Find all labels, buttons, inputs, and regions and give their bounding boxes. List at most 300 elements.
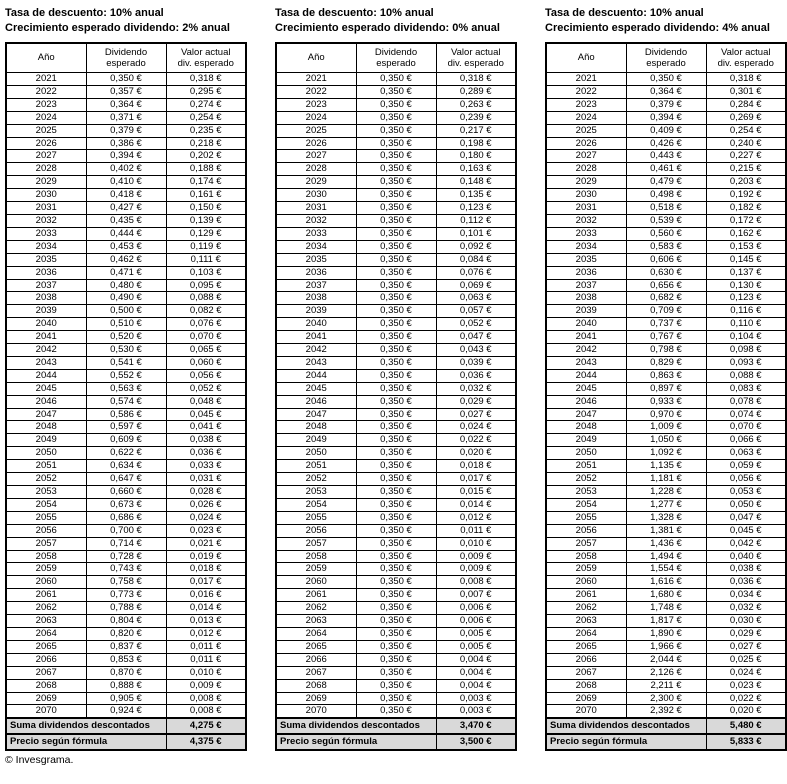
dividend-cell: 0,350 € bbox=[356, 344, 436, 357]
dividend-table bbox=[5, 42, 247, 751]
summary-value: 3,470 € bbox=[436, 718, 516, 734]
present-value-cell: 0,056 € bbox=[166, 369, 246, 382]
table-row bbox=[546, 382, 786, 395]
dividend-cell: 0,350 € bbox=[356, 498, 436, 511]
table-row bbox=[6, 98, 246, 111]
table-row bbox=[6, 563, 246, 576]
present-value-cell: 0,065 € bbox=[166, 344, 246, 357]
table-row bbox=[546, 460, 786, 473]
table-row bbox=[6, 331, 246, 344]
table-row bbox=[546, 356, 786, 369]
dividend-cell: 0,357 € bbox=[86, 85, 166, 98]
present-value-cell: 0,301 € bbox=[706, 85, 786, 98]
year-cell: 2044 bbox=[6, 369, 86, 382]
table-row bbox=[276, 511, 516, 524]
dividend-cell: 0,350 € bbox=[356, 163, 436, 176]
present-value-cell: 0,005 € bbox=[436, 640, 516, 653]
year-cell: 2057 bbox=[546, 537, 626, 550]
table-row bbox=[276, 331, 516, 344]
table-row bbox=[546, 227, 786, 240]
year-cell: 2036 bbox=[6, 266, 86, 279]
dividend-cell: 0,350 € bbox=[356, 240, 436, 253]
table-row bbox=[276, 653, 516, 666]
table-row bbox=[546, 344, 786, 357]
table-title bbox=[275, 6, 517, 36]
year-cell: 2032 bbox=[276, 214, 356, 227]
year-cell: 2054 bbox=[546, 498, 626, 511]
table-row bbox=[276, 615, 516, 628]
present-value-cell: 0,026 € bbox=[166, 498, 246, 511]
year-cell: 2046 bbox=[276, 395, 356, 408]
dividend-cell: 0,798 € bbox=[626, 344, 706, 357]
present-value-cell: 0,013 € bbox=[166, 615, 246, 628]
table-row bbox=[546, 653, 786, 666]
table-row bbox=[546, 202, 786, 215]
present-value-cell: 0,038 € bbox=[706, 563, 786, 576]
dividend-cell: 0,426 € bbox=[626, 137, 706, 150]
table-row bbox=[546, 589, 786, 602]
present-value-cell: 0,019 € bbox=[166, 550, 246, 563]
table-title-line: Crecimiento esperado dividendo: 0% anual bbox=[275, 22, 500, 34]
year-cell: 2068 bbox=[276, 679, 356, 692]
year-cell: 2049 bbox=[6, 434, 86, 447]
summary-value: 4,375 € bbox=[166, 734, 246, 750]
present-value-cell: 0,033 € bbox=[166, 460, 246, 473]
table-row bbox=[6, 421, 246, 434]
present-value-cell: 0,012 € bbox=[436, 511, 516, 524]
present-value-cell: 0,083 € bbox=[706, 382, 786, 395]
table-row bbox=[6, 460, 246, 473]
present-value-cell: 0,188 € bbox=[166, 163, 246, 176]
table-row bbox=[276, 344, 516, 357]
table-row bbox=[6, 163, 246, 176]
year-cell: 2046 bbox=[6, 395, 86, 408]
present-value-cell: 0,150 € bbox=[166, 202, 246, 215]
dividend-cell: 0,409 € bbox=[626, 124, 706, 137]
dividend-cell: 0,350 € bbox=[356, 150, 436, 163]
present-value-cell: 0,048 € bbox=[166, 395, 246, 408]
dividend-cell: 1,817 € bbox=[626, 615, 706, 628]
present-value-cell: 0,057 € bbox=[436, 305, 516, 318]
present-value-cell: 0,016 € bbox=[166, 589, 246, 602]
year-cell: 2032 bbox=[546, 214, 626, 227]
present-value-cell: 0,052 € bbox=[166, 382, 246, 395]
present-value-cell: 0,011 € bbox=[166, 640, 246, 653]
year-cell: 2050 bbox=[546, 447, 626, 460]
year-cell: 2045 bbox=[546, 382, 626, 395]
table-row bbox=[276, 408, 516, 421]
year-cell: 2030 bbox=[6, 189, 86, 202]
table-row bbox=[546, 705, 786, 718]
table-title-line: Crecimiento esperado dividendo: 4% anual bbox=[545, 22, 770, 34]
year-cell: 2052 bbox=[276, 473, 356, 486]
dividend-cell: 0,350 € bbox=[356, 537, 436, 550]
year-cell: 2022 bbox=[276, 85, 356, 98]
present-value-cell: 0,017 € bbox=[166, 576, 246, 589]
year-cell: 2070 bbox=[276, 705, 356, 718]
present-value-cell: 0,015 € bbox=[436, 486, 516, 499]
dividend-cell: 0,743 € bbox=[86, 563, 166, 576]
table-row bbox=[6, 318, 246, 331]
present-value-cell: 0,017 € bbox=[436, 473, 516, 486]
dividend-cell: 0,350 € bbox=[356, 176, 436, 189]
dividend-cell: 0,350 € bbox=[356, 305, 436, 318]
present-value-cell: 0,182 € bbox=[706, 202, 786, 215]
present-value-cell: 0,047 € bbox=[706, 511, 786, 524]
dividend-cell: 0,453 € bbox=[86, 240, 166, 253]
present-value-cell: 0,227 € bbox=[706, 150, 786, 163]
year-cell: 2059 bbox=[6, 563, 86, 576]
present-value-cell: 0,059 € bbox=[706, 460, 786, 473]
year-cell: 2039 bbox=[546, 305, 626, 318]
table-row bbox=[276, 214, 516, 227]
year-cell: 2062 bbox=[546, 602, 626, 615]
dividend-cell: 0,364 € bbox=[626, 85, 706, 98]
dividend-cell: 0,461 € bbox=[626, 163, 706, 176]
dividend-cell: 0,820 € bbox=[86, 627, 166, 640]
column-header-line: Año bbox=[37, 52, 55, 64]
summary-label: Suma dividendos descontados bbox=[276, 718, 436, 734]
table-row bbox=[546, 434, 786, 447]
year-cell: 2048 bbox=[546, 421, 626, 434]
year-cell: 2059 bbox=[276, 563, 356, 576]
dividend-cell: 0,435 € bbox=[86, 214, 166, 227]
column-header bbox=[6, 43, 86, 73]
dividend-cell: 0,863 € bbox=[626, 369, 706, 382]
table-row bbox=[6, 382, 246, 395]
dividend-cell: 0,606 € bbox=[626, 253, 706, 266]
year-cell: 2060 bbox=[6, 576, 86, 589]
year-cell: 2037 bbox=[6, 279, 86, 292]
table-title-line: Tasa de descuento: 10% anual bbox=[545, 7, 704, 19]
year-cell: 2063 bbox=[6, 615, 86, 628]
present-value-cell: 0,027 € bbox=[436, 408, 516, 421]
dividend-cell: 0,410 € bbox=[86, 176, 166, 189]
dividend-cell: 0,530 € bbox=[86, 344, 166, 357]
column-header-line: Valor actual bbox=[181, 46, 231, 58]
table-row bbox=[276, 98, 516, 111]
year-cell: 2030 bbox=[546, 189, 626, 202]
present-value-cell: 0,137 € bbox=[706, 266, 786, 279]
table-row bbox=[276, 473, 516, 486]
year-cell: 2021 bbox=[6, 73, 86, 86]
summary-label: Precio según fórmula bbox=[546, 734, 706, 750]
table-row bbox=[276, 279, 516, 292]
table-row bbox=[6, 73, 246, 86]
dividend-cell: 0,563 € bbox=[86, 382, 166, 395]
dividend-cell: 0,767 € bbox=[626, 331, 706, 344]
table-row bbox=[6, 202, 246, 215]
present-value-cell: 0,135 € bbox=[436, 189, 516, 202]
year-cell: 2044 bbox=[276, 369, 356, 382]
dividend-cell: 0,686 € bbox=[86, 511, 166, 524]
dividend-cell: 0,379 € bbox=[626, 98, 706, 111]
year-cell: 2064 bbox=[546, 627, 626, 640]
table-row bbox=[276, 421, 516, 434]
summary-value: 4,275 € bbox=[166, 718, 246, 734]
present-value-cell: 0,004 € bbox=[436, 666, 516, 679]
present-value-cell: 0,003 € bbox=[436, 705, 516, 718]
dividend-cell: 0,350 € bbox=[356, 124, 436, 137]
present-value-cell: 0,009 € bbox=[436, 563, 516, 576]
table-row bbox=[6, 705, 246, 718]
table-title-line: Tasa de descuento: 10% anual bbox=[5, 7, 164, 19]
year-cell: 2026 bbox=[546, 137, 626, 150]
dividend-cell: 0,804 € bbox=[86, 615, 166, 628]
table-row bbox=[6, 408, 246, 421]
table-row bbox=[276, 356, 516, 369]
column-header bbox=[356, 43, 436, 73]
present-value-cell: 0,031 € bbox=[166, 473, 246, 486]
table-row bbox=[6, 240, 246, 253]
table-row bbox=[6, 447, 246, 460]
dividend-cell: 0,539 € bbox=[626, 214, 706, 227]
dividend-cell: 0,788 € bbox=[86, 602, 166, 615]
table-row bbox=[276, 111, 516, 124]
present-value-cell: 0,036 € bbox=[706, 576, 786, 589]
table-row bbox=[276, 602, 516, 615]
year-cell: 2041 bbox=[276, 331, 356, 344]
dividend-cell: 0,510 € bbox=[86, 318, 166, 331]
present-value-cell: 0,056 € bbox=[706, 473, 786, 486]
present-value-cell: 0,005 € bbox=[436, 627, 516, 640]
table-row bbox=[546, 550, 786, 563]
dividend-cell: 0,350 € bbox=[356, 447, 436, 460]
present-value-cell: 0,078 € bbox=[706, 395, 786, 408]
year-cell: 2027 bbox=[6, 150, 86, 163]
table-row bbox=[6, 602, 246, 615]
column-header-line: Año bbox=[307, 52, 325, 64]
table-row bbox=[276, 460, 516, 473]
year-cell: 2043 bbox=[6, 356, 86, 369]
year-cell: 2056 bbox=[6, 524, 86, 537]
summary-label: Suma dividendos descontados bbox=[6, 718, 166, 734]
year-cell: 2038 bbox=[546, 292, 626, 305]
dividend-cell: 1,680 € bbox=[626, 589, 706, 602]
dividend-cell: 0,728 € bbox=[86, 550, 166, 563]
table-row bbox=[6, 253, 246, 266]
dividend-cell: 0,462 € bbox=[86, 253, 166, 266]
dividend-cell: 0,350 € bbox=[356, 679, 436, 692]
table-row bbox=[546, 214, 786, 227]
present-value-cell: 0,088 € bbox=[706, 369, 786, 382]
dividend-cell: 0,574 € bbox=[86, 395, 166, 408]
year-cell: 2059 bbox=[546, 563, 626, 576]
dividend-cell: 0,350 € bbox=[356, 395, 436, 408]
summary-value: 3,500 € bbox=[436, 734, 516, 750]
dividend-cell: 0,350 € bbox=[356, 98, 436, 111]
present-value-cell: 0,052 € bbox=[436, 318, 516, 331]
summary-row bbox=[546, 718, 786, 734]
year-cell: 2041 bbox=[546, 331, 626, 344]
dividend-cell: 0,350 € bbox=[356, 460, 436, 473]
present-value-cell: 0,202 € bbox=[166, 150, 246, 163]
year-cell: 2027 bbox=[546, 150, 626, 163]
dividend-cell: 2,300 € bbox=[626, 692, 706, 705]
year-cell: 2029 bbox=[546, 176, 626, 189]
present-value-cell: 0,139 € bbox=[166, 214, 246, 227]
table-row bbox=[6, 344, 246, 357]
year-cell: 2030 bbox=[276, 189, 356, 202]
dividend-cell: 0,490 € bbox=[86, 292, 166, 305]
dividend-cell: 0,371 € bbox=[86, 111, 166, 124]
dividend-cell: 2,392 € bbox=[626, 705, 706, 718]
table-block-2 bbox=[545, 6, 787, 751]
dividend-cell: 0,560 € bbox=[626, 227, 706, 240]
year-cell: 2068 bbox=[6, 679, 86, 692]
dividend-cell: 0,350 € bbox=[356, 666, 436, 679]
present-value-cell: 0,066 € bbox=[706, 434, 786, 447]
year-cell: 2067 bbox=[546, 666, 626, 679]
dividend-cell: 0,350 € bbox=[356, 602, 436, 615]
year-cell: 2051 bbox=[276, 460, 356, 473]
table-row bbox=[6, 369, 246, 382]
table-row bbox=[546, 253, 786, 266]
table-row bbox=[6, 266, 246, 279]
year-cell: 2054 bbox=[6, 498, 86, 511]
present-value-cell: 0,007 € bbox=[436, 589, 516, 602]
present-value-cell: 0,148 € bbox=[436, 176, 516, 189]
year-cell: 2038 bbox=[6, 292, 86, 305]
table-row bbox=[546, 511, 786, 524]
year-cell: 2023 bbox=[546, 98, 626, 111]
present-value-cell: 0,027 € bbox=[706, 640, 786, 653]
table-row bbox=[546, 486, 786, 499]
year-cell: 2029 bbox=[276, 176, 356, 189]
summary-value: 5,833 € bbox=[706, 734, 786, 750]
dividend-cell: 1,966 € bbox=[626, 640, 706, 653]
table-row bbox=[546, 240, 786, 253]
present-value-cell: 0,318 € bbox=[436, 73, 516, 86]
year-cell: 2031 bbox=[6, 202, 86, 215]
present-value-cell: 0,098 € bbox=[706, 344, 786, 357]
dividend-cell: 0,350 € bbox=[356, 434, 436, 447]
present-value-cell: 0,041 € bbox=[166, 421, 246, 434]
table-row bbox=[546, 395, 786, 408]
dividend-cell: 0,350 € bbox=[356, 382, 436, 395]
table-row bbox=[546, 266, 786, 279]
year-cell: 2028 bbox=[276, 163, 356, 176]
year-cell: 2047 bbox=[546, 408, 626, 421]
table-row bbox=[546, 615, 786, 628]
year-cell: 2070 bbox=[546, 705, 626, 718]
dividend-cell: 0,350 € bbox=[356, 653, 436, 666]
table-row bbox=[546, 602, 786, 615]
table-row bbox=[546, 563, 786, 576]
table-row bbox=[6, 550, 246, 563]
table-row bbox=[546, 137, 786, 150]
present-value-cell: 0,192 € bbox=[706, 189, 786, 202]
year-cell: 2029 bbox=[6, 176, 86, 189]
dividend-cell: 0,630 € bbox=[626, 266, 706, 279]
table-row bbox=[546, 292, 786, 305]
present-value-cell: 0,045 € bbox=[166, 408, 246, 421]
table-row bbox=[6, 679, 246, 692]
table-row bbox=[6, 124, 246, 137]
present-value-cell: 0,217 € bbox=[436, 124, 516, 137]
year-cell: 2055 bbox=[276, 511, 356, 524]
present-value-cell: 0,063 € bbox=[706, 447, 786, 460]
dividend-cell: 0,379 € bbox=[86, 124, 166, 137]
summary-row bbox=[6, 734, 246, 750]
table-row bbox=[546, 666, 786, 679]
header-row bbox=[546, 43, 786, 73]
table-row bbox=[6, 473, 246, 486]
dividend-cell: 0,394 € bbox=[626, 111, 706, 124]
table-row bbox=[6, 395, 246, 408]
year-cell: 2024 bbox=[6, 111, 86, 124]
present-value-cell: 0,047 € bbox=[436, 331, 516, 344]
year-cell: 2065 bbox=[276, 640, 356, 653]
table-row bbox=[6, 150, 246, 163]
table-row bbox=[6, 305, 246, 318]
present-value-cell: 0,010 € bbox=[436, 537, 516, 550]
present-value-cell: 0,074 € bbox=[706, 408, 786, 421]
year-cell: 2022 bbox=[6, 85, 86, 98]
present-value-cell: 0,123 € bbox=[706, 292, 786, 305]
year-cell: 2066 bbox=[6, 653, 86, 666]
year-cell: 2037 bbox=[276, 279, 356, 292]
dividend-cell: 0,350 € bbox=[356, 227, 436, 240]
year-cell: 2034 bbox=[546, 240, 626, 253]
header-row bbox=[276, 43, 516, 73]
table-row bbox=[6, 640, 246, 653]
year-cell: 2066 bbox=[546, 653, 626, 666]
year-cell: 2024 bbox=[276, 111, 356, 124]
year-cell: 2035 bbox=[546, 253, 626, 266]
year-cell: 2043 bbox=[546, 356, 626, 369]
year-cell: 2055 bbox=[546, 511, 626, 524]
year-cell: 2064 bbox=[6, 627, 86, 640]
table-row bbox=[276, 627, 516, 640]
year-cell: 2033 bbox=[546, 227, 626, 240]
year-cell: 2049 bbox=[546, 434, 626, 447]
year-cell: 2056 bbox=[546, 524, 626, 537]
table-row bbox=[276, 202, 516, 215]
table-row bbox=[6, 615, 246, 628]
year-cell: 2021 bbox=[276, 73, 356, 86]
dividend-cell: 0,480 € bbox=[86, 279, 166, 292]
year-cell: 2051 bbox=[546, 460, 626, 473]
year-cell: 2048 bbox=[276, 421, 356, 434]
dividend-cell: 0,350 € bbox=[356, 421, 436, 434]
table-row bbox=[6, 537, 246, 550]
dividend-cell: 1,381 € bbox=[626, 524, 706, 537]
dividend-cell: 0,350 € bbox=[356, 705, 436, 718]
table-row bbox=[6, 511, 246, 524]
dividend-cell: 0,350 € bbox=[86, 73, 166, 86]
table-row bbox=[546, 124, 786, 137]
table-block-1 bbox=[275, 6, 517, 751]
dividend-cell: 0,350 € bbox=[356, 318, 436, 331]
year-cell: 2058 bbox=[6, 550, 86, 563]
year-cell: 2043 bbox=[276, 356, 356, 369]
dividend-cell: 0,622 € bbox=[86, 447, 166, 460]
year-cell: 2046 bbox=[546, 395, 626, 408]
summary-label: Precio según fórmula bbox=[6, 734, 166, 750]
present-value-cell: 0,024 € bbox=[706, 666, 786, 679]
year-cell: 2031 bbox=[276, 202, 356, 215]
present-value-cell: 0,060 € bbox=[166, 356, 246, 369]
column-header-line: Valor actual bbox=[451, 46, 501, 58]
dividend-cell: 0,350 € bbox=[356, 408, 436, 421]
summary-value: 5,480 € bbox=[706, 718, 786, 734]
year-cell: 2069 bbox=[546, 692, 626, 705]
present-value-cell: 0,030 € bbox=[706, 615, 786, 628]
present-value-cell: 0,076 € bbox=[436, 266, 516, 279]
table-title bbox=[5, 6, 247, 36]
table-row bbox=[546, 305, 786, 318]
